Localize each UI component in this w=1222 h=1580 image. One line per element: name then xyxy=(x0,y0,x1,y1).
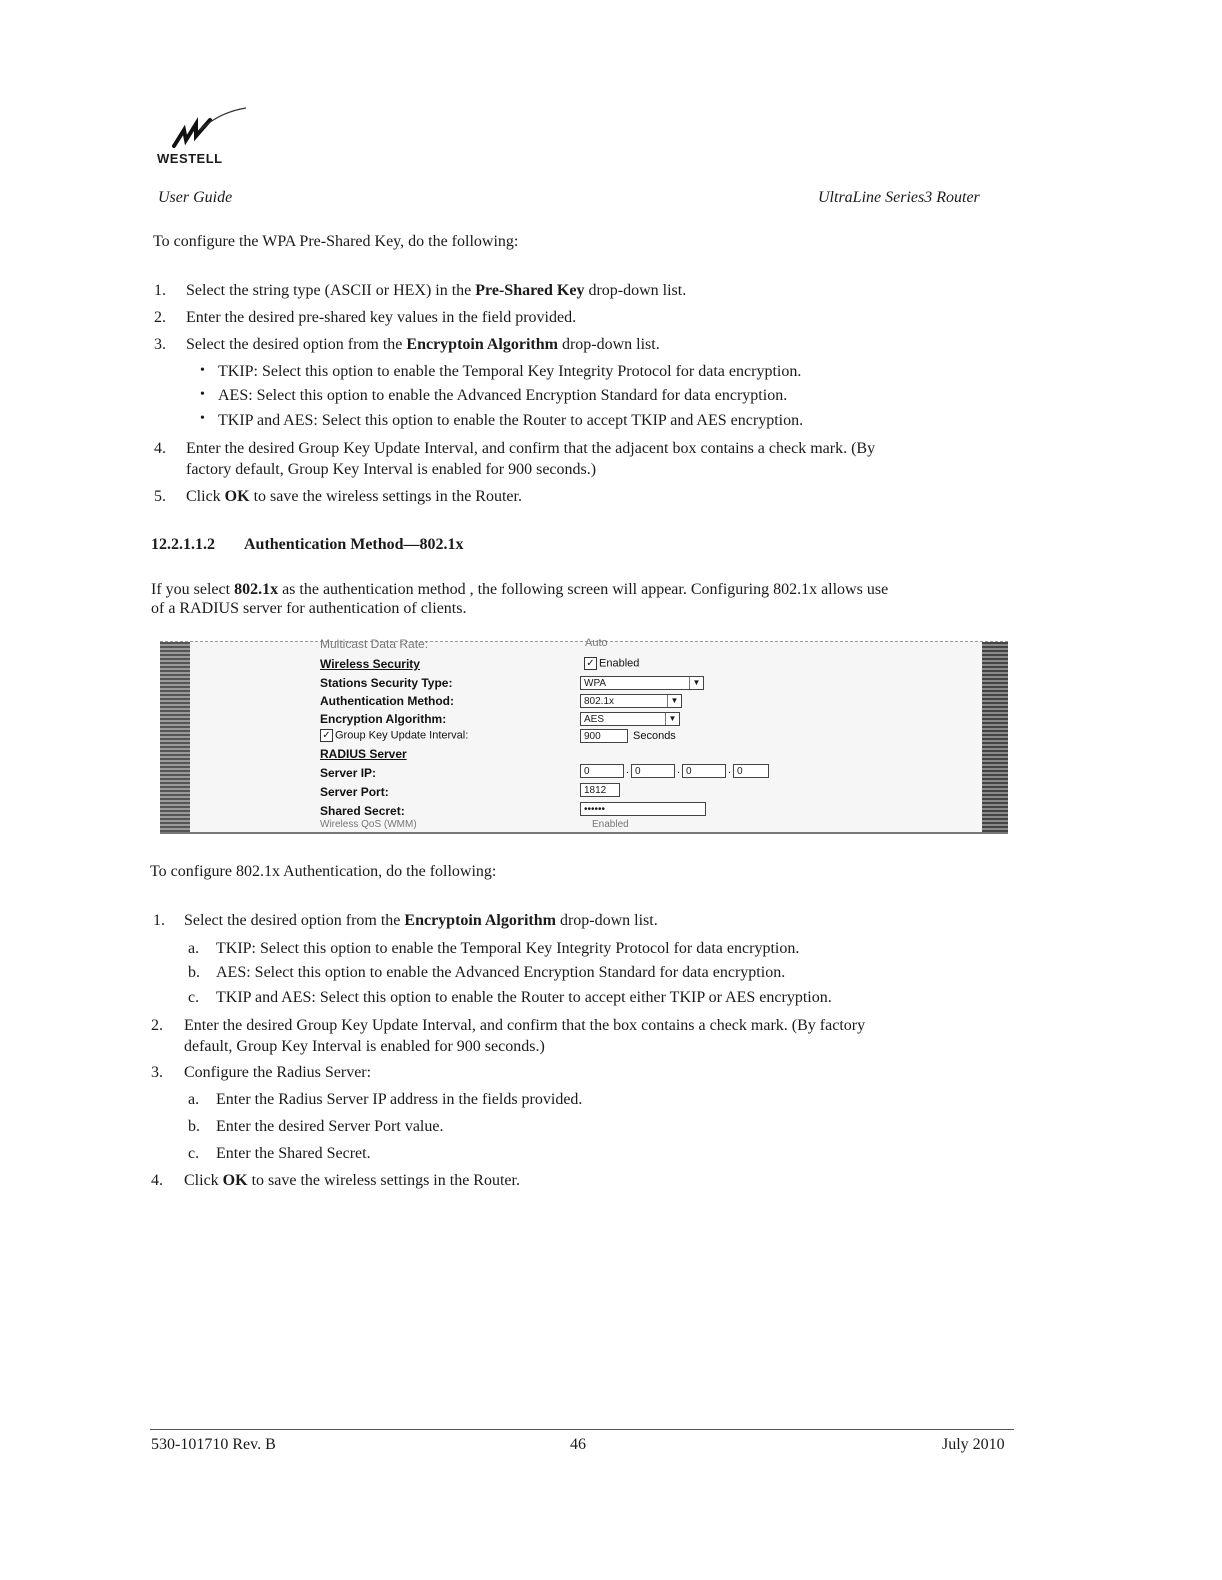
section-title: Authentication Method—802.1x xyxy=(244,536,464,553)
dot1x-intro: To configure 802.1x Authentication, do the following: xyxy=(150,863,497,880)
header-right: UltraLine Series3 Router xyxy=(818,189,980,206)
server-port-input[interactable]: 1812 xyxy=(580,783,620,797)
brand-name: WESTELL xyxy=(157,151,223,166)
wpa-step-number: 1. xyxy=(154,282,166,299)
wpa-intro: To configure the WPA Pre-Shared Key, do the following: xyxy=(153,233,519,250)
dot1x-step-2-line1: Enter the desired Group Key Update Interval, and confirm that the box contains a check mark. (By factory xyxy=(184,1017,866,1034)
wpa-step-5: Click OK to save the wireless settings in the Router. xyxy=(186,488,522,505)
dot1x-step-3: Configure the Radius Server: xyxy=(184,1064,372,1081)
dot1x-step-number: 3. xyxy=(151,1064,163,1081)
dot1x-step-4: Click OK to save the wireless settings in the Router. xyxy=(184,1172,520,1189)
footer-date: July 2010 xyxy=(942,1436,1005,1453)
server-port-label: Server Port: xyxy=(320,785,389,799)
screenshot-right-border xyxy=(982,642,1008,832)
wpa-step-number: 4. xyxy=(154,440,166,457)
wpa-step-4-line1: Enter the desired Group Key Update Interval, and confirm that the adjacent box contains a check mark. (By xyxy=(186,440,876,457)
dot1x-step-3b: Enter the desired Server Port value. xyxy=(216,1118,444,1135)
wireless-qos-value: Enabled xyxy=(592,819,629,830)
chevron-down-icon[interactable]: ▼ xyxy=(665,713,679,725)
server-ip-octet-2[interactable]: 0 xyxy=(631,764,675,778)
section-paragraph-line2: of a RADIUS server for authentication of clients. xyxy=(151,600,467,617)
wpa-bullet-tkip: TKIP: Select this option to enable the Temporal Key Integrity Protocol for data encryption. xyxy=(218,363,802,380)
dot1x-step-1c: TKIP and AES: Select this option to enable the Router to accept either TKIP or AES encryption. xyxy=(216,989,832,1006)
shared-secret-label: Shared Secret: xyxy=(320,804,405,818)
group-key-unit: Seconds xyxy=(633,730,676,742)
chevron-down-icon[interactable]: ▼ xyxy=(667,695,681,707)
bullet-glyph: • xyxy=(200,387,205,402)
group-key-interval-label: ✓ Group Key Update Interval: xyxy=(320,729,468,742)
multicast-rate-label: Multicast Data Rate: xyxy=(320,637,429,651)
wpa-step-number: 5. xyxy=(154,488,166,505)
wireless-security-label: Wireless Security xyxy=(320,657,420,671)
station-security-type-select[interactable]: WPA ▼ xyxy=(580,676,704,690)
wireless-security-toggle[interactable]: ✓ Enabled xyxy=(584,657,639,670)
footer-page-number: 46 xyxy=(570,1436,586,1453)
shared-secret-input[interactable]: •••••• xyxy=(580,802,706,816)
dot1x-sub-letter: c. xyxy=(188,1145,200,1162)
screenshot-left-border xyxy=(160,642,190,832)
dot1x-sub-letter: a. xyxy=(188,940,200,957)
wpa-bullet-tkip-aes: TKIP and AES: Select this option to enable the Router to accept TKIP and AES encryption. xyxy=(218,412,804,429)
router-settings-screenshot xyxy=(160,637,1008,834)
section-number: 12.2.1.1.2 xyxy=(151,536,215,553)
authentication-method-select[interactable]: 802.1x ▼ xyxy=(580,694,682,708)
wpa-step-number: 3. xyxy=(154,336,166,353)
checkbox-icon[interactable]: ✓ xyxy=(584,657,597,670)
radius-server-label: RADIUS Server xyxy=(320,747,407,761)
dot1x-step-1a: TKIP: Select this option to enable the Temporal Key Integrity Protocol for data encryption. xyxy=(216,940,800,957)
dot1x-step-2-line2: default, Group Key Interval is enabled for 900 seconds.) xyxy=(184,1038,545,1055)
server-ip-label: Server IP: xyxy=(320,766,377,780)
checkbox-icon[interactable]: ✓ xyxy=(320,729,333,742)
wpa-step-3: Select the desired option from the Encryptoin Algorithm drop-down list. xyxy=(186,336,660,353)
dot1x-step-number: 2. xyxy=(151,1017,163,1034)
wpa-step-4-line2: factory default, Group Key Interval is enabled for 900 seconds.) xyxy=(186,461,597,478)
dot1x-sub-letter: b. xyxy=(188,964,200,981)
chevron-down-icon[interactable]: ▼ xyxy=(689,677,703,689)
group-key-interval-input[interactable]: 900 xyxy=(580,729,628,743)
section-paragraph-line1: If you select 802.1x as the authentication method , the following screen will appear. Configuring 802.1x allows use xyxy=(151,581,889,598)
dot1x-sub-letter: b. xyxy=(188,1118,200,1135)
footer-divider xyxy=(150,1429,1014,1430)
server-ip-octet-3[interactable]: 0 xyxy=(682,764,726,778)
header-left: User Guide xyxy=(158,189,233,206)
bullet-glyph: • xyxy=(200,411,205,426)
footer-doc-number: 530-101710 Rev. B xyxy=(151,1436,276,1453)
wpa-bullet-aes: AES: Select this option to enable the Advanced Encryption Standard for data encryption. xyxy=(218,387,788,404)
dot1x-step-3a: Enter the Radius Server IP address in the fields provided. xyxy=(216,1091,583,1108)
ip-dot: . xyxy=(677,764,681,776)
server-ip-octet-1[interactable]: 0 xyxy=(580,764,624,778)
dot1x-sub-letter: c. xyxy=(188,989,200,1006)
wpa-step-1: Select the string type (ASCII or HEX) in the Pre-Shared Key drop-down list. xyxy=(186,282,687,299)
server-ip-octet-4[interactable]: 0 xyxy=(733,764,769,778)
dot1x-step-3c: Enter the Shared Secret. xyxy=(216,1145,371,1162)
ip-dot: . xyxy=(728,764,732,776)
wpa-step-number: 2. xyxy=(154,309,166,326)
westell-logo-icon xyxy=(170,106,250,154)
authentication-method-label: Authentication Method: xyxy=(320,694,454,708)
dot1x-step-1b: AES: Select this option to enable the Advanced Encryption Standard for data encryption. xyxy=(216,964,786,981)
dot1x-step-1: Select the desired option from the Encryptoin Algorithm drop-down list. xyxy=(184,912,658,929)
ip-dot: . xyxy=(626,764,630,776)
dot1x-sub-letter: a. xyxy=(188,1091,200,1108)
dot1x-step-number: 4. xyxy=(151,1172,163,1189)
bullet-glyph: • xyxy=(200,363,205,378)
wpa-step-2: Enter the desired pre-shared key values in the field provided. xyxy=(186,309,577,326)
encryption-algorithm-label: Encryption Algorithm: xyxy=(320,712,447,726)
encryption-algorithm-select[interactable]: AES ▼ xyxy=(580,712,680,726)
station-security-type-label: Stations Security Type: xyxy=(320,676,453,690)
multicast-rate-value: Auto xyxy=(585,637,608,649)
wireless-qos-label: Wireless QoS (WMM) xyxy=(320,819,417,830)
dot1x-step-number: 1. xyxy=(153,912,165,929)
